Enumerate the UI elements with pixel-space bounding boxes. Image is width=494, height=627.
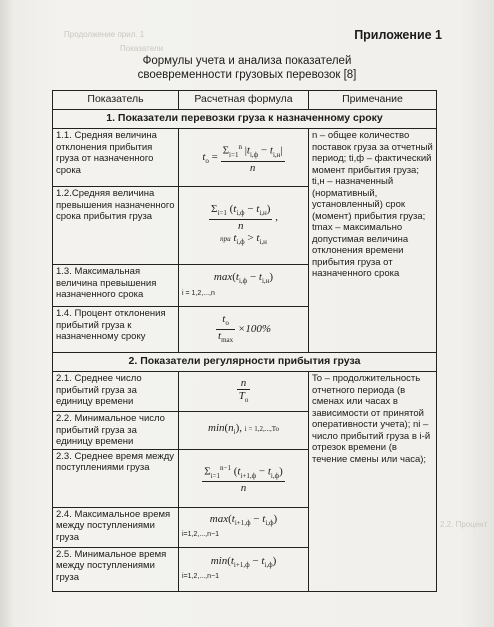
formula-cell: $\min(t_{i+1,ф} - t_{i,ф})$ i=1,2,...,n−1 [179, 547, 309, 591]
note-cell: n – общее количество поставок груза за отчетный период; ti,ф – фактический момент прибытия груза; ti,н – назначенный (нормативный, установленный) срок (момент) прибытия груза; tmax – максимально допустимая величина отклонения времени прибытия груза от назначенного срока [309, 129, 437, 353]
formula-cell: $\max(t_{i+1,ф} - t_{i,ф})$ i=1,2,...,n−1 [179, 507, 309, 547]
index-range: i=1,2,...,n−1 [182, 573, 219, 581]
table-row [53, 372, 437, 412]
formula-cell: $\frac{t_o}{t_{max}}$ ×100% [179, 307, 309, 353]
section-header [53, 110, 437, 129]
column-header: Примечание [309, 91, 437, 110]
table-row [53, 129, 437, 187]
bleed-through-text: 2.2. Процент [440, 520, 488, 529]
formula-cell: $\frac{n}{T_o}$ [179, 372, 309, 412]
note-cell: To – продолжительность отчетного периода (в сменах или часах в зависимости от принятой оперативности учета); ni – число прибытий груза в i-й отрезок времени (в течение смены или часа); [309, 372, 437, 592]
formula-cell: $\min(n_i)$, i = 1,2,...,To [179, 412, 309, 450]
formula-cell: $\frac{\Sigma_{i=1}^{n-1} (t_{i+1,ф} - t_{i,ф})}{n}$ [179, 449, 309, 507]
column-header: Показатель [53, 91, 179, 110]
bleed-through-text: Продолжение прил. 1 [64, 30, 145, 39]
indicator-name: 1.3. Максимальная величина превышения назначенного срока [53, 265, 179, 307]
indicator-name: 2.3. Среднее время между поступлениями груза [53, 449, 179, 507]
section-header [53, 353, 437, 372]
indicator-name: 2.2. Минимальное число прибытий груза за единицу времени [53, 412, 179, 450]
title-line-2: своевременности грузовых перевозок [8] [137, 69, 357, 81]
section-title: 1. Показатели перевозки груза к назначенному сроку [53, 110, 437, 129]
formulas-table [52, 90, 437, 592]
indicator-name: 2.4. Максимальное время между поступлениями груза [53, 507, 179, 547]
indicator-name: 1.4. Процент отклонения прибытий груза к назначенному сроку [53, 307, 179, 353]
title-line-1: Формулы учета и анализа показателей [142, 55, 352, 67]
index-range: i = 1,2,...,To [244, 425, 279, 434]
indicator-name: 1.1. Средняя величина отклонения прибытия груза от назначенного срока [53, 129, 179, 187]
percent-factor: ×100% [237, 323, 271, 336]
column-header: Расчетная формула [179, 91, 309, 110]
bleed-through-text: Показатели [120, 44, 164, 53]
formula-cell: $\max(t_{i,ф} - t_{i,н})$ i = 1,2,...,n [179, 265, 309, 307]
section-title: 2. Показатели регулярности прибытия груза [53, 353, 437, 372]
index-range: i = 1,2,...,n [182, 289, 215, 297]
formula-cell: $\frac{\Sigma_{i=1} (t_{i,ф} - t_{i,н})}{n}$ , при $t_{i,ф} > t_{i,н}$ [179, 187, 309, 265]
condition-label: при [220, 235, 231, 243]
table-title [0, 54, 494, 82]
appendix-label: Приложение 1 [354, 28, 442, 42]
formula-cell: $t_o$ = $\frac{\Sigma_{i=1}^n |t_{i,ф} - t_{i,н}|}{n}$ [179, 129, 309, 187]
indicator-name: 2.1. Среднее число прибытий груза за единицу времени [53, 372, 179, 412]
indicator-name: 2.5. Минимальное время между поступлениями груза [53, 547, 179, 591]
header-row [53, 91, 437, 110]
indicator-name: 1.2.Средняя величина превышения назначенного срока прибытия груза [53, 187, 179, 265]
index-range: i=1,2,...,n−1 [182, 531, 219, 539]
